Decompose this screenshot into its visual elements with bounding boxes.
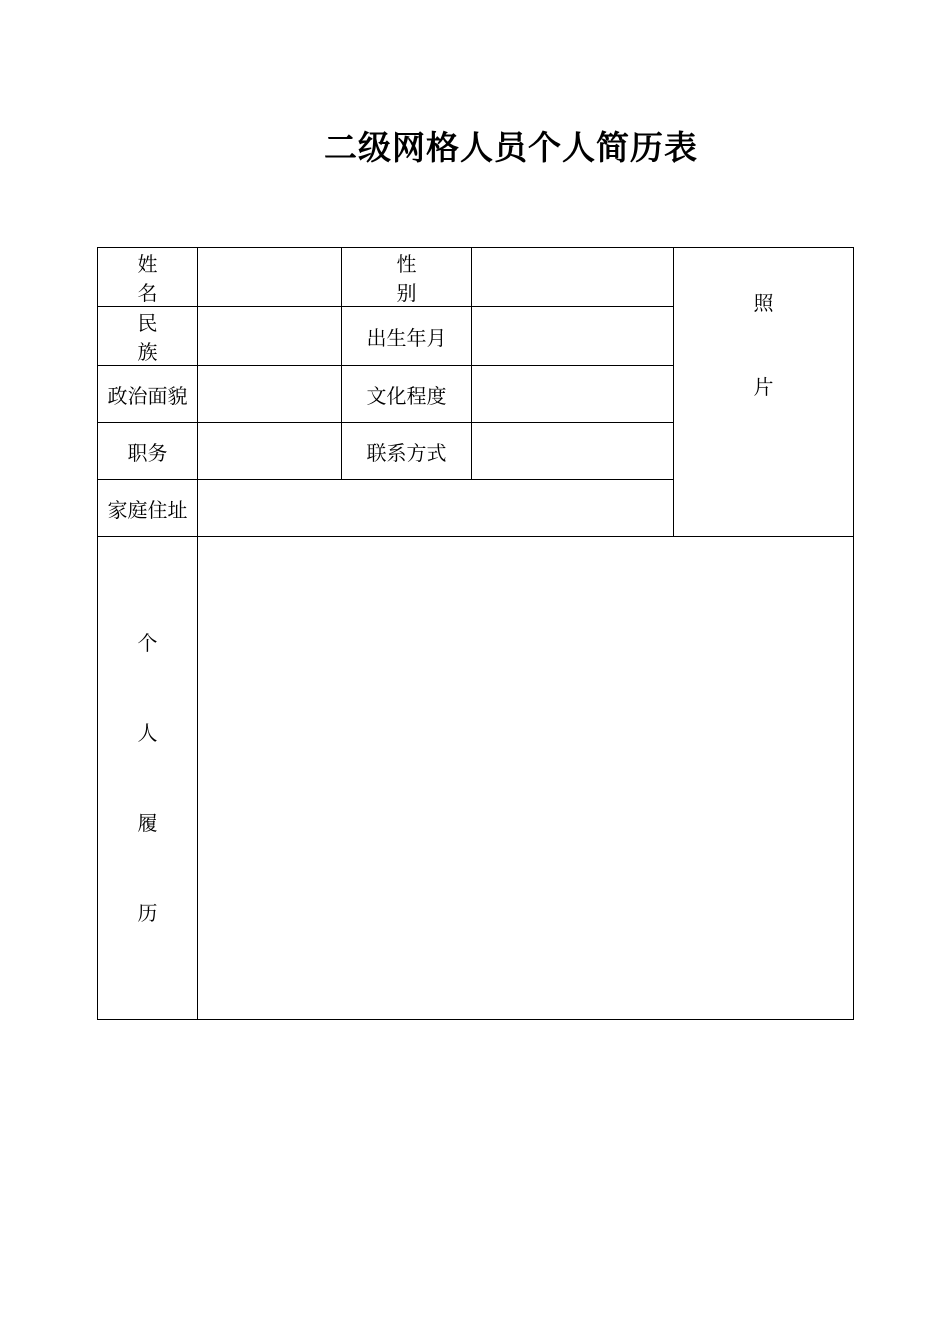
education-value-cell[interactable]: [472, 366, 674, 423]
resume-label-1: 个: [137, 631, 158, 655]
contact-label: 联系方式: [342, 423, 472, 480]
ethnicity-value-cell[interactable]: [198, 307, 342, 366]
resume-label-4: 历: [137, 901, 158, 925]
row-name-gender: [98, 248, 854, 307]
row-resume: [98, 537, 854, 1020]
name-label: 姓 名: [98, 248, 198, 307]
resume-label-2: 人: [137, 721, 158, 745]
ethnicity-label: 民 族: [98, 307, 198, 366]
resume-value-cell[interactable]: [198, 537, 854, 1020]
photo-label-2: 片: [753, 374, 774, 399]
gender-value-cell[interactable]: [472, 248, 674, 307]
gender-label: 性 别: [342, 248, 472, 307]
birth-value-cell[interactable]: [472, 307, 674, 366]
position-label: 职务: [98, 423, 198, 480]
position-value-cell[interactable]: [198, 423, 342, 480]
address-value-cell[interactable]: [198, 480, 674, 537]
contact-value-cell[interactable]: [472, 423, 674, 480]
birth-label: 出生年月: [342, 307, 472, 366]
document-title: 二级网格人员个人简历表: [324, 128, 698, 167]
resume-label-cell: [98, 537, 198, 1020]
resume-form-table: [97, 247, 854, 1020]
education-label: 文化程度: [342, 366, 472, 423]
politics-value-cell[interactable]: [198, 366, 342, 423]
politics-label: 政治面貌: [98, 366, 198, 423]
resume-label-3: 履: [137, 811, 158, 835]
name-value-cell[interactable]: [198, 248, 342, 307]
photo-label-1: 照: [753, 290, 774, 315]
address-label: 家庭住址: [98, 480, 198, 537]
photo-cell[interactable]: [674, 248, 854, 537]
